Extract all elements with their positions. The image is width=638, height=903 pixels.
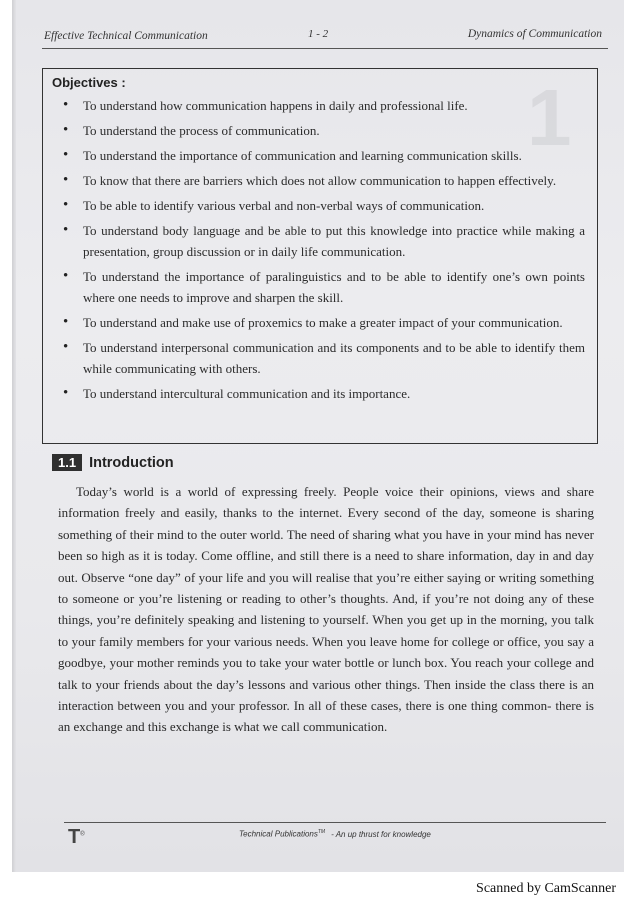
objective-item: • To understand intercultural communication and its importance. — [63, 383, 585, 404]
publisher-tagline: - An up thrust for knowledge — [331, 829, 431, 839]
publisher-logo — [68, 826, 85, 849]
publisher-name: Technical Publications — [239, 829, 318, 839]
objective-item: • To understand interpersonal communication and its components and to be able to identify them while communicating with others. — [63, 337, 585, 379]
introduction-paragraph: Today’s world is a world of expressing freely. People voice their opinions, views and share information freely and easily, thanks to the internet. Every second of the day, someone is sharing something of their mind to the outer world. The need of sharing what you have in your mind has never been so high as it is today. Come offline, and still there is a need to share information, day in and day out. Observe “one day” of your life and you will realise that you’re either saying or writing something to someone or you’re listening or reading to other’s thoughts. And, if you’re not doing any of these things, you’re definitely speaking and listening to yourself. When you get up in the morning, you talk to your family members for your various needs. When you leave home for college or office, you say a goodbye, your mother reminds you to take your water bottle or lunch box. You reach your college and talk to your friends about the day’s lessons and various other things. Then inside the class there is an interaction between you and your professor. In all of these cases, there is one thing common- there is an exchange and this exchange is what we call communication. — [58, 484, 594, 735]
section-number: 1.1 — [52, 454, 82, 471]
objective-item: • To understand how communication happens in daily and professional life. — [63, 95, 585, 116]
objective-item: • To understand the process of communication. — [63, 120, 585, 141]
objective-item: • To understand the importance of paralinguistics and to be able to identify one’s own points where one needs to improve and sharpen the skill. — [63, 266, 585, 308]
section-heading — [52, 454, 174, 471]
scanner-watermark: Scanned by CamScanner — [476, 881, 616, 896]
running-header-chapter-title: Dynamics of Communication — [467, 28, 602, 40]
trademark-mark: TM — [317, 829, 326, 835]
objectives-box — [42, 68, 598, 444]
objective-item: • To know that there are barriers which does not allow communication to happen effectively. — [63, 170, 585, 191]
show-through-chapter-number: 1 — [527, 73, 572, 162]
objective-item: • To understand body language and be able to put this knowledge into practice while making a presentation, group discussion or in daily life communication. — [63, 220, 585, 262]
scanned-page — [12, 0, 624, 872]
objectives-title: Objectives : — [52, 75, 126, 90]
objectives-list — [63, 95, 585, 408]
footer-publisher — [239, 829, 431, 839]
objective-item: • To understand and make use of proxemics to make a greater impact of your communication. — [63, 312, 585, 333]
registered-mark: ® — [80, 831, 85, 838]
header-rule — [42, 48, 608, 49]
objective-item: • To understand the importance of communication and learning communication skills. — [63, 145, 585, 166]
publisher-logo-letter: T — [68, 826, 81, 848]
objective-item: • To be able to identify various verbal and non-verbal ways of communication. — [63, 195, 585, 216]
footer-rule — [64, 822, 606, 823]
running-header-book-title: Effective Technical Communication — [44, 30, 208, 42]
section-title: Introduction — [89, 454, 174, 471]
page-number: 1 - 2 — [308, 28, 329, 40]
